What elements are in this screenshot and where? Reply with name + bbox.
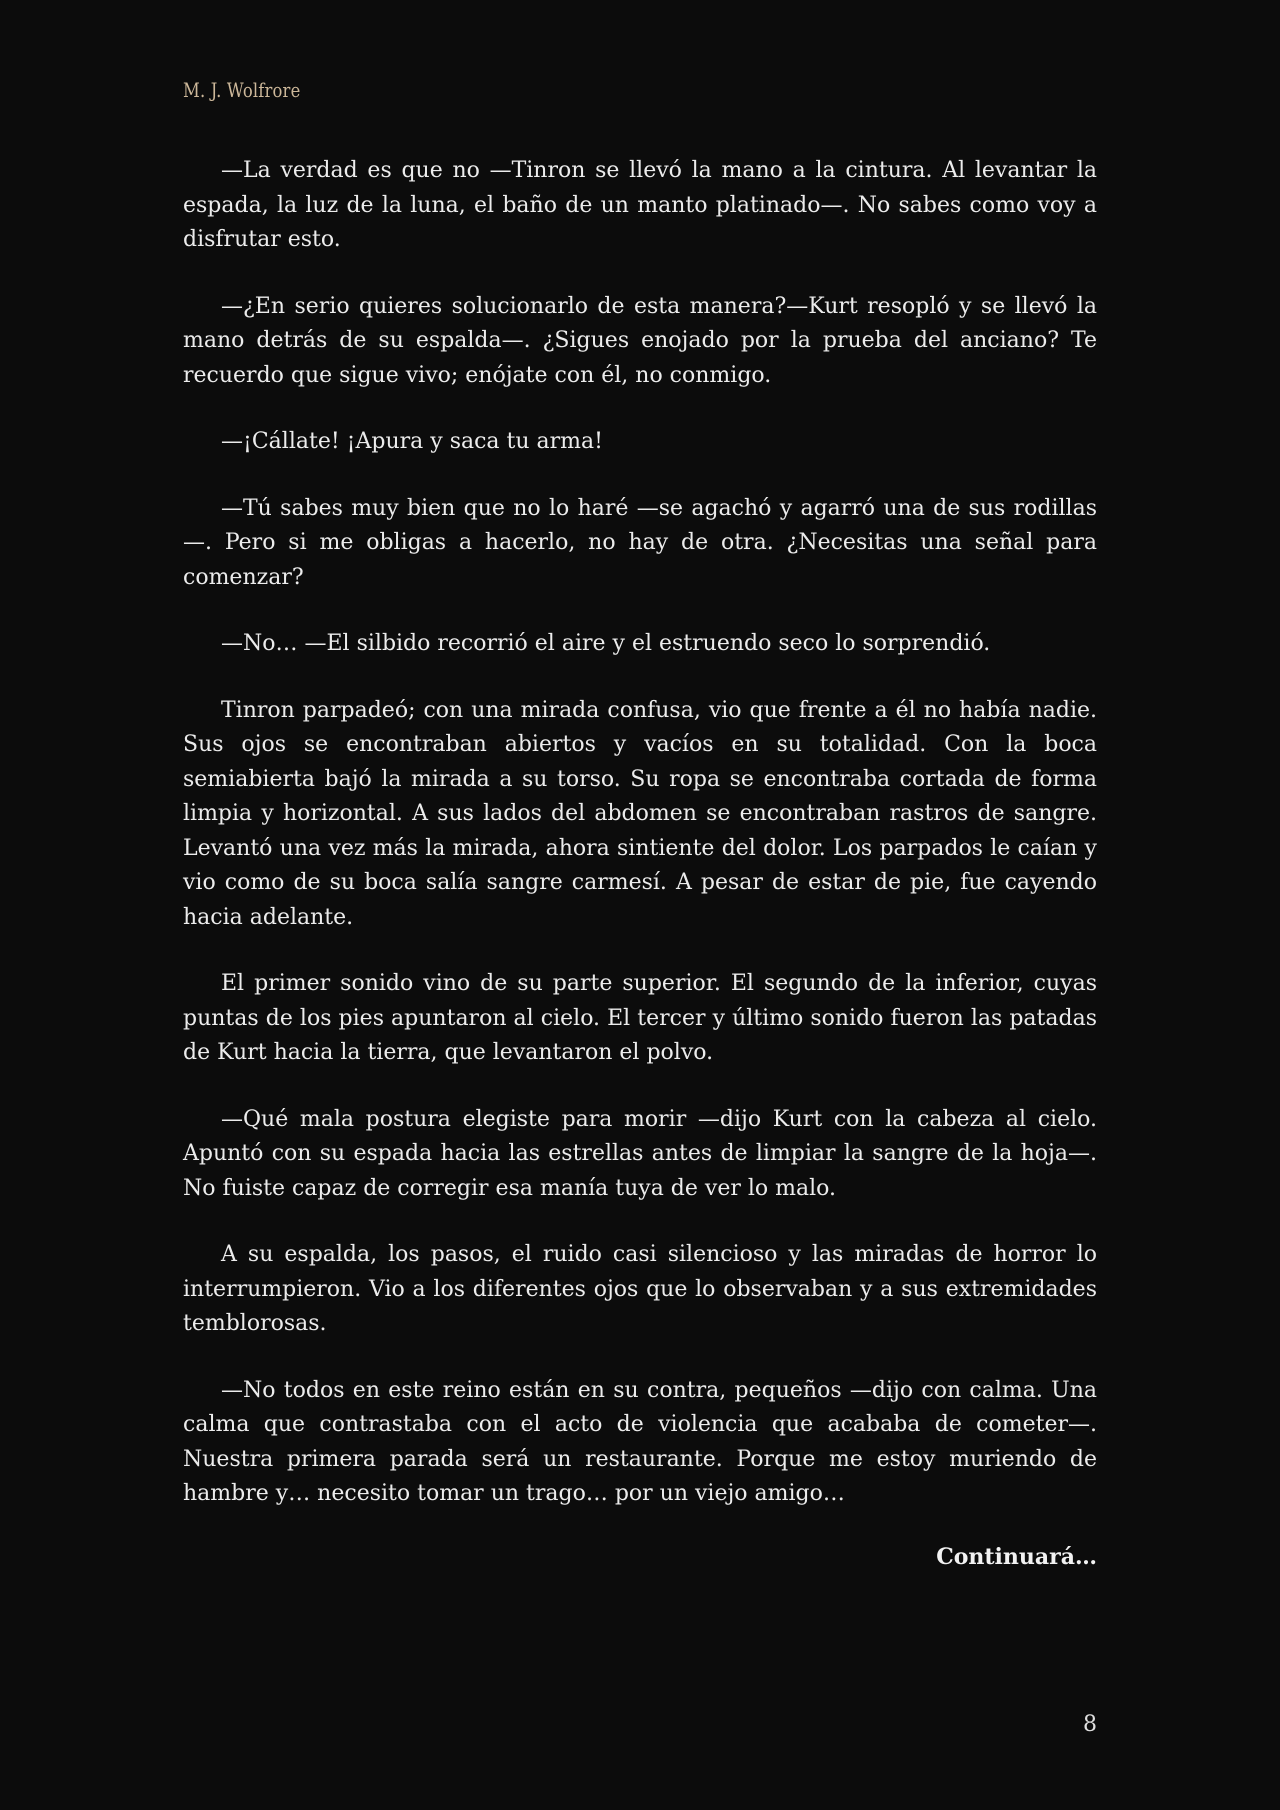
paragraph: —Qué mala postura elegiste para morir —dijo Kurt con la cabeza al cielo. Apuntó con su espada hacia las estrellas antes de limpiar la sangre de la hoja—. No fuiste capaz de corregir esa manía tuya de ver lo malo.	[183, 1106, 1097, 1201]
page-number: 8	[1083, 1712, 1097, 1737]
running-header-author: M. J. Wolfrore	[183, 78, 301, 102]
paragraph: —La verdad es que no —Tinron se llevó la mano a la cintura. Al levantar la espada, la luz de la luna, el baño de un manto platinado—. No sabes como voy a disfrutar esto.	[183, 158, 1097, 252]
paragraph: —Tú sabes muy bien que no lo haré —se agachó y agarró una de sus rodillas—. Pero si me obligas a hacerlo, no hay de otra. ¿Necesitas una señal para comenzar?	[183, 495, 1097, 590]
paragraph: —No… —El silbido recorrió el aire y el estruendo seco lo sorprendió.	[221, 631, 991, 656]
continuation-note: Continuará…	[936, 1543, 1097, 1570]
paragraph: El primer sonido vino de su parte superior. El segundo de la inferior, cuyas puntas de los pies apuntaron al cielo. El tercer y último sonido fueron las patadas de Kurt hacia la tierra, que levantaron el polvo.	[183, 971, 1097, 1065]
paragraph: A su espalda, los pasos, el ruido casi silencioso y las miradas de horror lo interrumpieron. Vio a los diferentes ojos que lo observaban y a sus extremidades temblorosas.	[183, 1242, 1097, 1336]
paragraph: Tinron parpadeó; con una mirada confusa, vio que frente a él no había nadie. Sus ojos se encontraban abiertos y vacíos en su totalidad. Con la boca semiabierta bajó la mirada a su torso. Su ropa se encontraba cortada de forma limpia y horizontal. A sus lados del abdomen se encontraban rastros de sangre. Levantó una vez más la mirada, ahora sintiente del dolor. Los parpados le caían y vio como de su boca salía sangre carmesí. A pesar de estar de pie, fue cayendo hacia adelante.	[183, 697, 1097, 930]
paragraph: —¿En serio quieres solucionarlo de esta manera?—Kurt resopló y se llevó la mano detrás de su espalda—. ¿Sigues enojado por la prueba del anciano? Te recuerdo que sigue vivo; enójate con él, no conmigo.	[183, 293, 1097, 388]
chapter-text	[183, 154, 1097, 1570]
paragraph: —¡Cállate! ¡Apura y saca tu arma!	[221, 429, 603, 454]
paragraph: —No todos en este reino están en su contra, pequeños —dijo con calma. Una calma que contrastaba con el acto de violencia que acababa de cometer—. Nuestra primera parada será un restaurante. Porque me estoy muriendo de hambre y… necesito tomar un trago… por un viejo amigo…	[183, 1377, 1097, 1506]
